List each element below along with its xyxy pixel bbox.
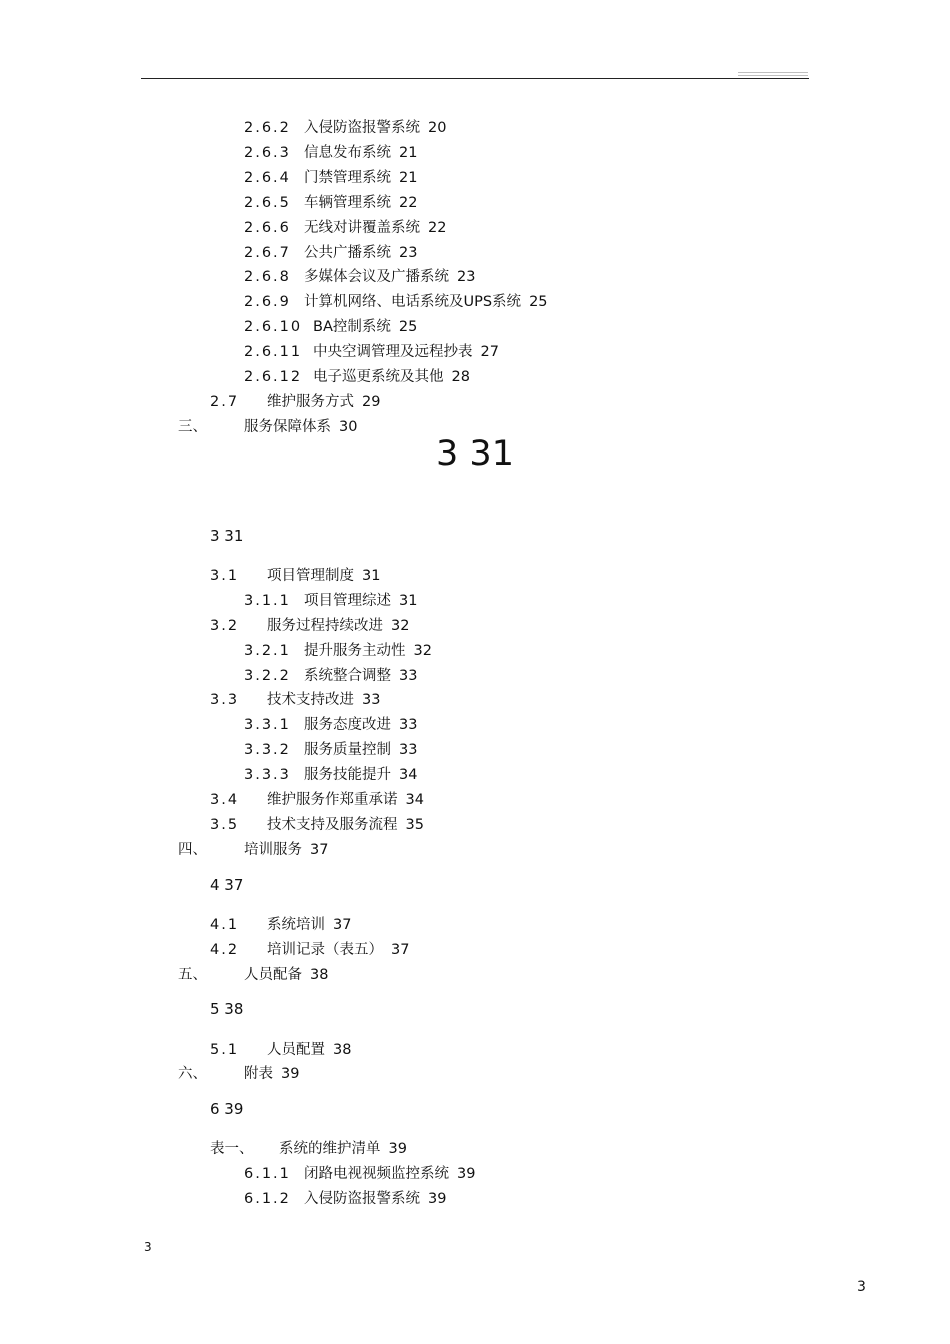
toc-title: 维护服务方式 xyxy=(267,394,354,410)
toc-page: 23 xyxy=(457,269,476,285)
toc-page: 33 xyxy=(399,717,418,733)
toc-title: 培训记录（表五） xyxy=(267,942,383,958)
toc-number: 2.6.4 xyxy=(244,170,291,186)
toc-entry[interactable] xyxy=(210,617,409,635)
toc-title: 门禁管理系统 xyxy=(304,170,391,186)
toc-entry[interactable] xyxy=(244,119,446,137)
toc-title: 维护服务作郑重承诺 xyxy=(267,792,398,808)
toc-page: 21 xyxy=(399,145,418,161)
toc-title: 附表 xyxy=(244,1066,273,1082)
toc-number: 2.6.2 xyxy=(244,120,291,136)
toc-entry[interactable] xyxy=(244,766,417,784)
toc-page: 39 xyxy=(457,1166,476,1182)
toc-number: 3.2.1 xyxy=(244,643,291,659)
toc-entry[interactable] xyxy=(210,916,351,934)
toc-title: 系统的维护清单 xyxy=(279,1141,381,1157)
toc-number: 3.3.2 xyxy=(244,742,291,758)
toc-title: 培训服务 xyxy=(244,842,302,858)
toc-number: 3.2.2 xyxy=(244,668,291,684)
toc-page: 34 xyxy=(405,792,424,808)
toc-number: 2.6.5 xyxy=(244,195,291,211)
toc-page: 39 xyxy=(388,1141,407,1157)
toc-title: 服务质量控制 xyxy=(304,742,391,758)
toc-page: 32 xyxy=(413,643,432,659)
toc-entry[interactable] xyxy=(244,244,417,262)
toc-page: 25 xyxy=(398,319,418,335)
toc-title: 闭路电视视频监控系统 xyxy=(304,1166,449,1182)
toc-title: 入侵防盗报警系统 xyxy=(304,120,420,136)
toc-page: 23 xyxy=(399,245,418,261)
toc-page: 39 xyxy=(428,1191,447,1207)
toc-title: 公共广播系统 xyxy=(304,245,391,261)
toc-title: 计算机网络、电话系统及UPS系统 xyxy=(304,294,522,310)
toc-entry[interactable] xyxy=(244,642,432,660)
toc-entry[interactable] xyxy=(210,1041,351,1059)
toc-entry[interactable] xyxy=(244,716,417,734)
toc-page: 28 xyxy=(451,369,470,385)
toc-entry[interactable] xyxy=(210,567,380,585)
header-rule xyxy=(141,78,809,79)
toc-entry[interactable] xyxy=(210,691,380,709)
toc-entry[interactable] xyxy=(244,368,470,386)
toc-entry[interactable] xyxy=(244,741,417,759)
toc-title: 服务态度改进 xyxy=(304,717,391,733)
toc-page: 33 xyxy=(399,742,418,758)
toc-page: 38 xyxy=(333,1042,352,1058)
toc-page: 33 xyxy=(362,692,381,708)
toc-entry[interactable] xyxy=(244,318,417,336)
toc-number: 3.4 xyxy=(210,792,240,808)
toc-page: 21 xyxy=(399,170,418,186)
toc-page: 34 xyxy=(399,767,418,783)
toc-title: 服务技能提升 xyxy=(304,767,391,783)
toc-number: 三、 xyxy=(178,419,207,435)
toc-entry[interactable] xyxy=(244,268,475,286)
toc-page: 38 xyxy=(310,967,329,983)
toc-title: 信息发布系统 xyxy=(304,145,391,161)
toc-entry[interactable] xyxy=(210,1140,407,1158)
toc-number: 2.6.8 xyxy=(244,269,291,285)
toc-page: 30 xyxy=(339,419,358,435)
toc-number: 6.1.2 xyxy=(244,1191,291,1207)
toc-title: 电子巡更系统及其他 xyxy=(313,369,444,385)
toc-title: 项目管理制度 xyxy=(267,568,354,584)
toc-page: 37 xyxy=(333,917,352,933)
toc-page: 22 xyxy=(399,195,418,211)
toc-page: 27 xyxy=(480,344,499,360)
toc-entry[interactable] xyxy=(244,1190,446,1208)
toc-number: 4.1 xyxy=(210,917,240,933)
toc-page: 20 xyxy=(428,120,447,136)
toc-title: BA控制系统 xyxy=(313,319,391,335)
toc-page: 25 xyxy=(529,294,548,310)
toc-title: 人员配备 xyxy=(244,967,302,983)
toc-number: 3.1 xyxy=(210,568,240,584)
toc-page: 32 xyxy=(391,618,410,634)
toc-title: 项目管理综述 xyxy=(304,593,391,609)
toc-entry[interactable] xyxy=(210,941,409,959)
toc-title: 无线对讲覆盖系统 xyxy=(304,220,420,236)
toc-entry[interactable] xyxy=(244,194,417,212)
toc-number: 2.6.6 xyxy=(244,220,291,236)
section-subheading: 3 31 xyxy=(210,527,244,545)
toc-number: 六、 xyxy=(178,1066,207,1082)
toc-page: 37 xyxy=(310,842,329,858)
footer-page-number-right: 3 xyxy=(857,1279,866,1295)
toc-entry[interactable] xyxy=(244,1165,475,1183)
toc-title: 技术支持及服务流程 xyxy=(267,817,398,833)
header-rule-short xyxy=(738,75,808,76)
toc-number: 3.2 xyxy=(210,618,240,634)
toc-page: 37 xyxy=(391,942,410,958)
header-rule-short xyxy=(738,72,808,73)
toc-title: 系统整合调整 xyxy=(304,668,391,684)
toc-entry[interactable] xyxy=(178,841,328,859)
toc-page: 29 xyxy=(362,394,381,410)
toc-title: 技术支持改进 xyxy=(267,692,354,708)
toc-number: 五、 xyxy=(178,967,207,983)
toc-number: 2.6.10 xyxy=(244,319,303,335)
toc-title: 系统培训 xyxy=(267,917,325,933)
toc-number: 3.3 xyxy=(210,692,240,708)
toc-entry[interactable] xyxy=(244,144,417,162)
toc-number: 3.3.3 xyxy=(244,767,291,783)
section-subheading: 4 37 xyxy=(210,876,244,894)
toc-page: 31 xyxy=(362,568,381,584)
section-subheading: 5 38 xyxy=(210,1000,244,1018)
toc-page: 31 xyxy=(399,593,418,609)
toc-entry[interactable] xyxy=(210,791,424,809)
toc-entry[interactable] xyxy=(244,293,548,311)
toc-title: 提升服务主动性 xyxy=(304,643,406,659)
toc-number: 四、 xyxy=(178,842,207,858)
toc-number: 3.1.1 xyxy=(244,593,291,609)
toc-number: 4.2 xyxy=(210,942,240,958)
toc-number: 2.7 xyxy=(210,394,240,410)
toc-entry[interactable] xyxy=(210,393,380,411)
toc-number: 2.6.9 xyxy=(244,294,291,310)
toc-entry[interactable] xyxy=(244,667,417,685)
toc-number: 3.5 xyxy=(210,817,240,833)
toc-number: 2.6.3 xyxy=(244,145,291,161)
toc-title: 中央空调管理及远程抄表 xyxy=(313,344,473,360)
toc-number: 6.1.1 xyxy=(244,1166,291,1182)
section-heading-large: 3 31 xyxy=(436,434,514,474)
toc-entry[interactable] xyxy=(244,219,446,237)
toc-number: 2.6.7 xyxy=(244,245,291,261)
toc-number: 3.3.1 xyxy=(244,717,291,733)
section-subheading: 6 39 xyxy=(210,1100,244,1118)
toc-entry[interactable] xyxy=(244,592,417,610)
toc-page: 39 xyxy=(281,1066,300,1082)
toc-entry[interactable] xyxy=(210,816,424,834)
toc-title: 服务保障体系 xyxy=(244,419,331,435)
toc-page: 33 xyxy=(399,668,418,684)
toc-number: 5.1 xyxy=(210,1042,240,1058)
toc-entry[interactable] xyxy=(178,966,328,984)
toc-page: 35 xyxy=(405,817,424,833)
footer-page-number-left: 3 xyxy=(144,1240,152,1254)
toc-page: 22 xyxy=(428,220,447,236)
toc-title: 服务过程持续改进 xyxy=(267,618,383,634)
toc-number: 2.6.12 xyxy=(244,369,303,385)
toc-title: 车辆管理系统 xyxy=(304,195,391,211)
toc-entry[interactable] xyxy=(178,1065,299,1083)
toc-entry[interactable] xyxy=(244,169,417,187)
toc-title: 入侵防盗报警系统 xyxy=(304,1191,420,1207)
toc-number: 2.6.11 xyxy=(244,344,303,360)
toc-entry[interactable] xyxy=(244,343,499,361)
toc-title: 人员配置 xyxy=(267,1042,325,1058)
toc-title: 多媒体会议及广播系统 xyxy=(304,269,449,285)
toc-number: 表一、 xyxy=(210,1141,254,1157)
